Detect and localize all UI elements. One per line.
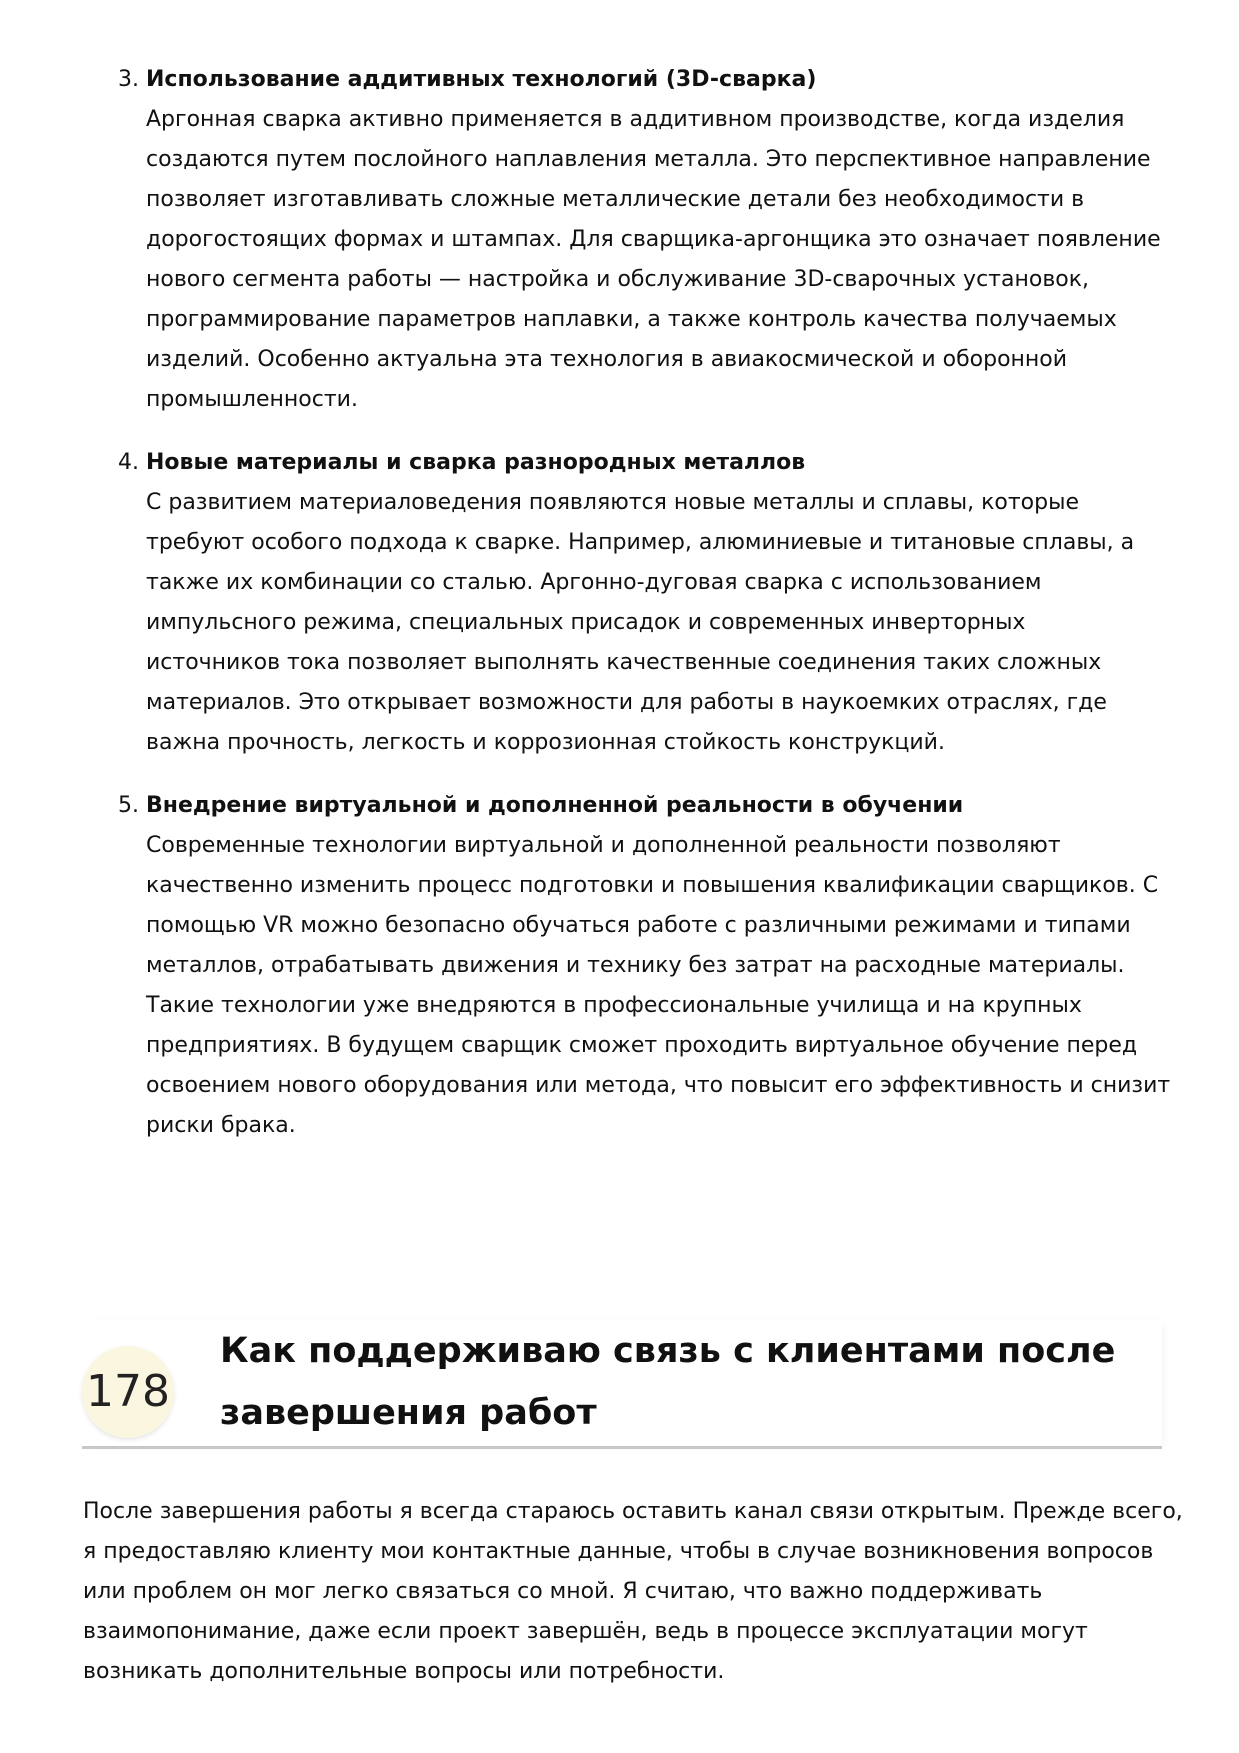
body-line: позволяет изготавливать сложные металлические детали без необходимости в (146, 187, 1085, 212)
body-line: риски брака. (146, 1113, 296, 1138)
body-line: создаются путем послойного наплавления металла. Это перспективное направление (146, 147, 1151, 172)
section-header (82, 1320, 1162, 1449)
body-line: требуют особого подхода к сварке. Например, алюминиевые и титановые сплавы, а (146, 530, 1135, 555)
body-line: Такие технологии уже внедряются в профессиональные училища и на крупных (146, 993, 1082, 1018)
body-line: Аргонная сварка активно применяется в аддитивном производстве, когда изделия (146, 107, 1125, 132)
section-paragraph (83, 1492, 1183, 1692)
body-line: важна прочность, легкость и коррозионная стойкость конструкций. (146, 730, 945, 755)
list-item-title: Новые материалы и сварка разнородных металлов (146, 450, 806, 475)
list-item-number: 4. (118, 450, 139, 475)
body-line: материалов. Это открывает возможности для работы в наукоемких отраслях, где (146, 690, 1107, 715)
section-title-line: Как поддерживаю связь с клиентами после (220, 1331, 1116, 1371)
section-title-line: завершения работ (220, 1393, 597, 1433)
list-item-title: Использование аддитивных технологий (3D-сварка) (146, 67, 817, 92)
list-item-body (146, 483, 1166, 763)
body-line: источников тока позволяет выполнять качественные соединения таких сложных (146, 650, 1102, 675)
section-title (220, 1320, 1150, 1444)
section-number-badge: 178 (82, 1346, 174, 1438)
paragraph-line: взаимопонимание, даже если проект завершён, ведь в процессе эксплуатации могут (83, 1619, 1088, 1644)
body-line: нового сегмента работы — настройка и обслуживание 3D-сварочных установок, (146, 267, 1090, 292)
body-line: изделий. Особенно актуальна эта технология в авиакосмической и оборонной (146, 347, 1068, 372)
list-item-body (146, 826, 1171, 1146)
paragraph-line: или проблем он мог легко связаться со мной. Я считаю, что важно поддерживать (83, 1579, 1043, 1604)
body-line: металлов, отрабатывать движения и технику без затрат на расходные материалы. (146, 953, 1125, 978)
body-line: программирование параметров наплавки, а также контроль качества получаемых (146, 307, 1117, 332)
list-item-body (146, 100, 1166, 420)
body-line: также их комбинации со сталью. Аргонно-дуговая сварка с использованием (146, 570, 1042, 595)
body-line: С развитием материаловедения появляются новые металлы и сплавы, которые (146, 490, 1080, 515)
body-line: помощью VR можно безопасно обучаться работе с различными режимами и типами (146, 913, 1131, 938)
body-line: импульсного режима, специальных присадок и современных инверторных (146, 610, 1026, 635)
body-line: предприятиях. В будущем сварщик сможет проходить виртуальное обучение перед (146, 1033, 1138, 1058)
paragraph-line: я предоставляю клиенту мои контактные данные, чтобы в случае возникновения вопросов (83, 1539, 1154, 1564)
paragraph-line: После завершения работы я всегда стараюсь оставить канал связи открытым. Прежде всего, (83, 1499, 1183, 1524)
body-line: дорогостоящих формах и штампах. Для сварщика-аргонщика это означает появление (146, 227, 1161, 252)
paragraph-line: возникать дополнительные вопросы или потребности. (83, 1659, 725, 1684)
body-line: Современные технологии виртуальной и дополненной реальности позволяют (146, 833, 1061, 858)
body-line: освоением нового оборудования или метода, что повысит его эффективность и снизит (146, 1073, 1171, 1098)
body-line: промышленности. (146, 387, 358, 412)
list-item-number: 3. (118, 67, 139, 92)
list-item-number: 5. (118, 793, 139, 818)
list-item-title: Внедрение виртуальной и дополненной реальности в обучении (146, 793, 964, 818)
body-line: качественно изменить процесс подготовки и повышения квалификации сварщиков. С (146, 873, 1159, 898)
